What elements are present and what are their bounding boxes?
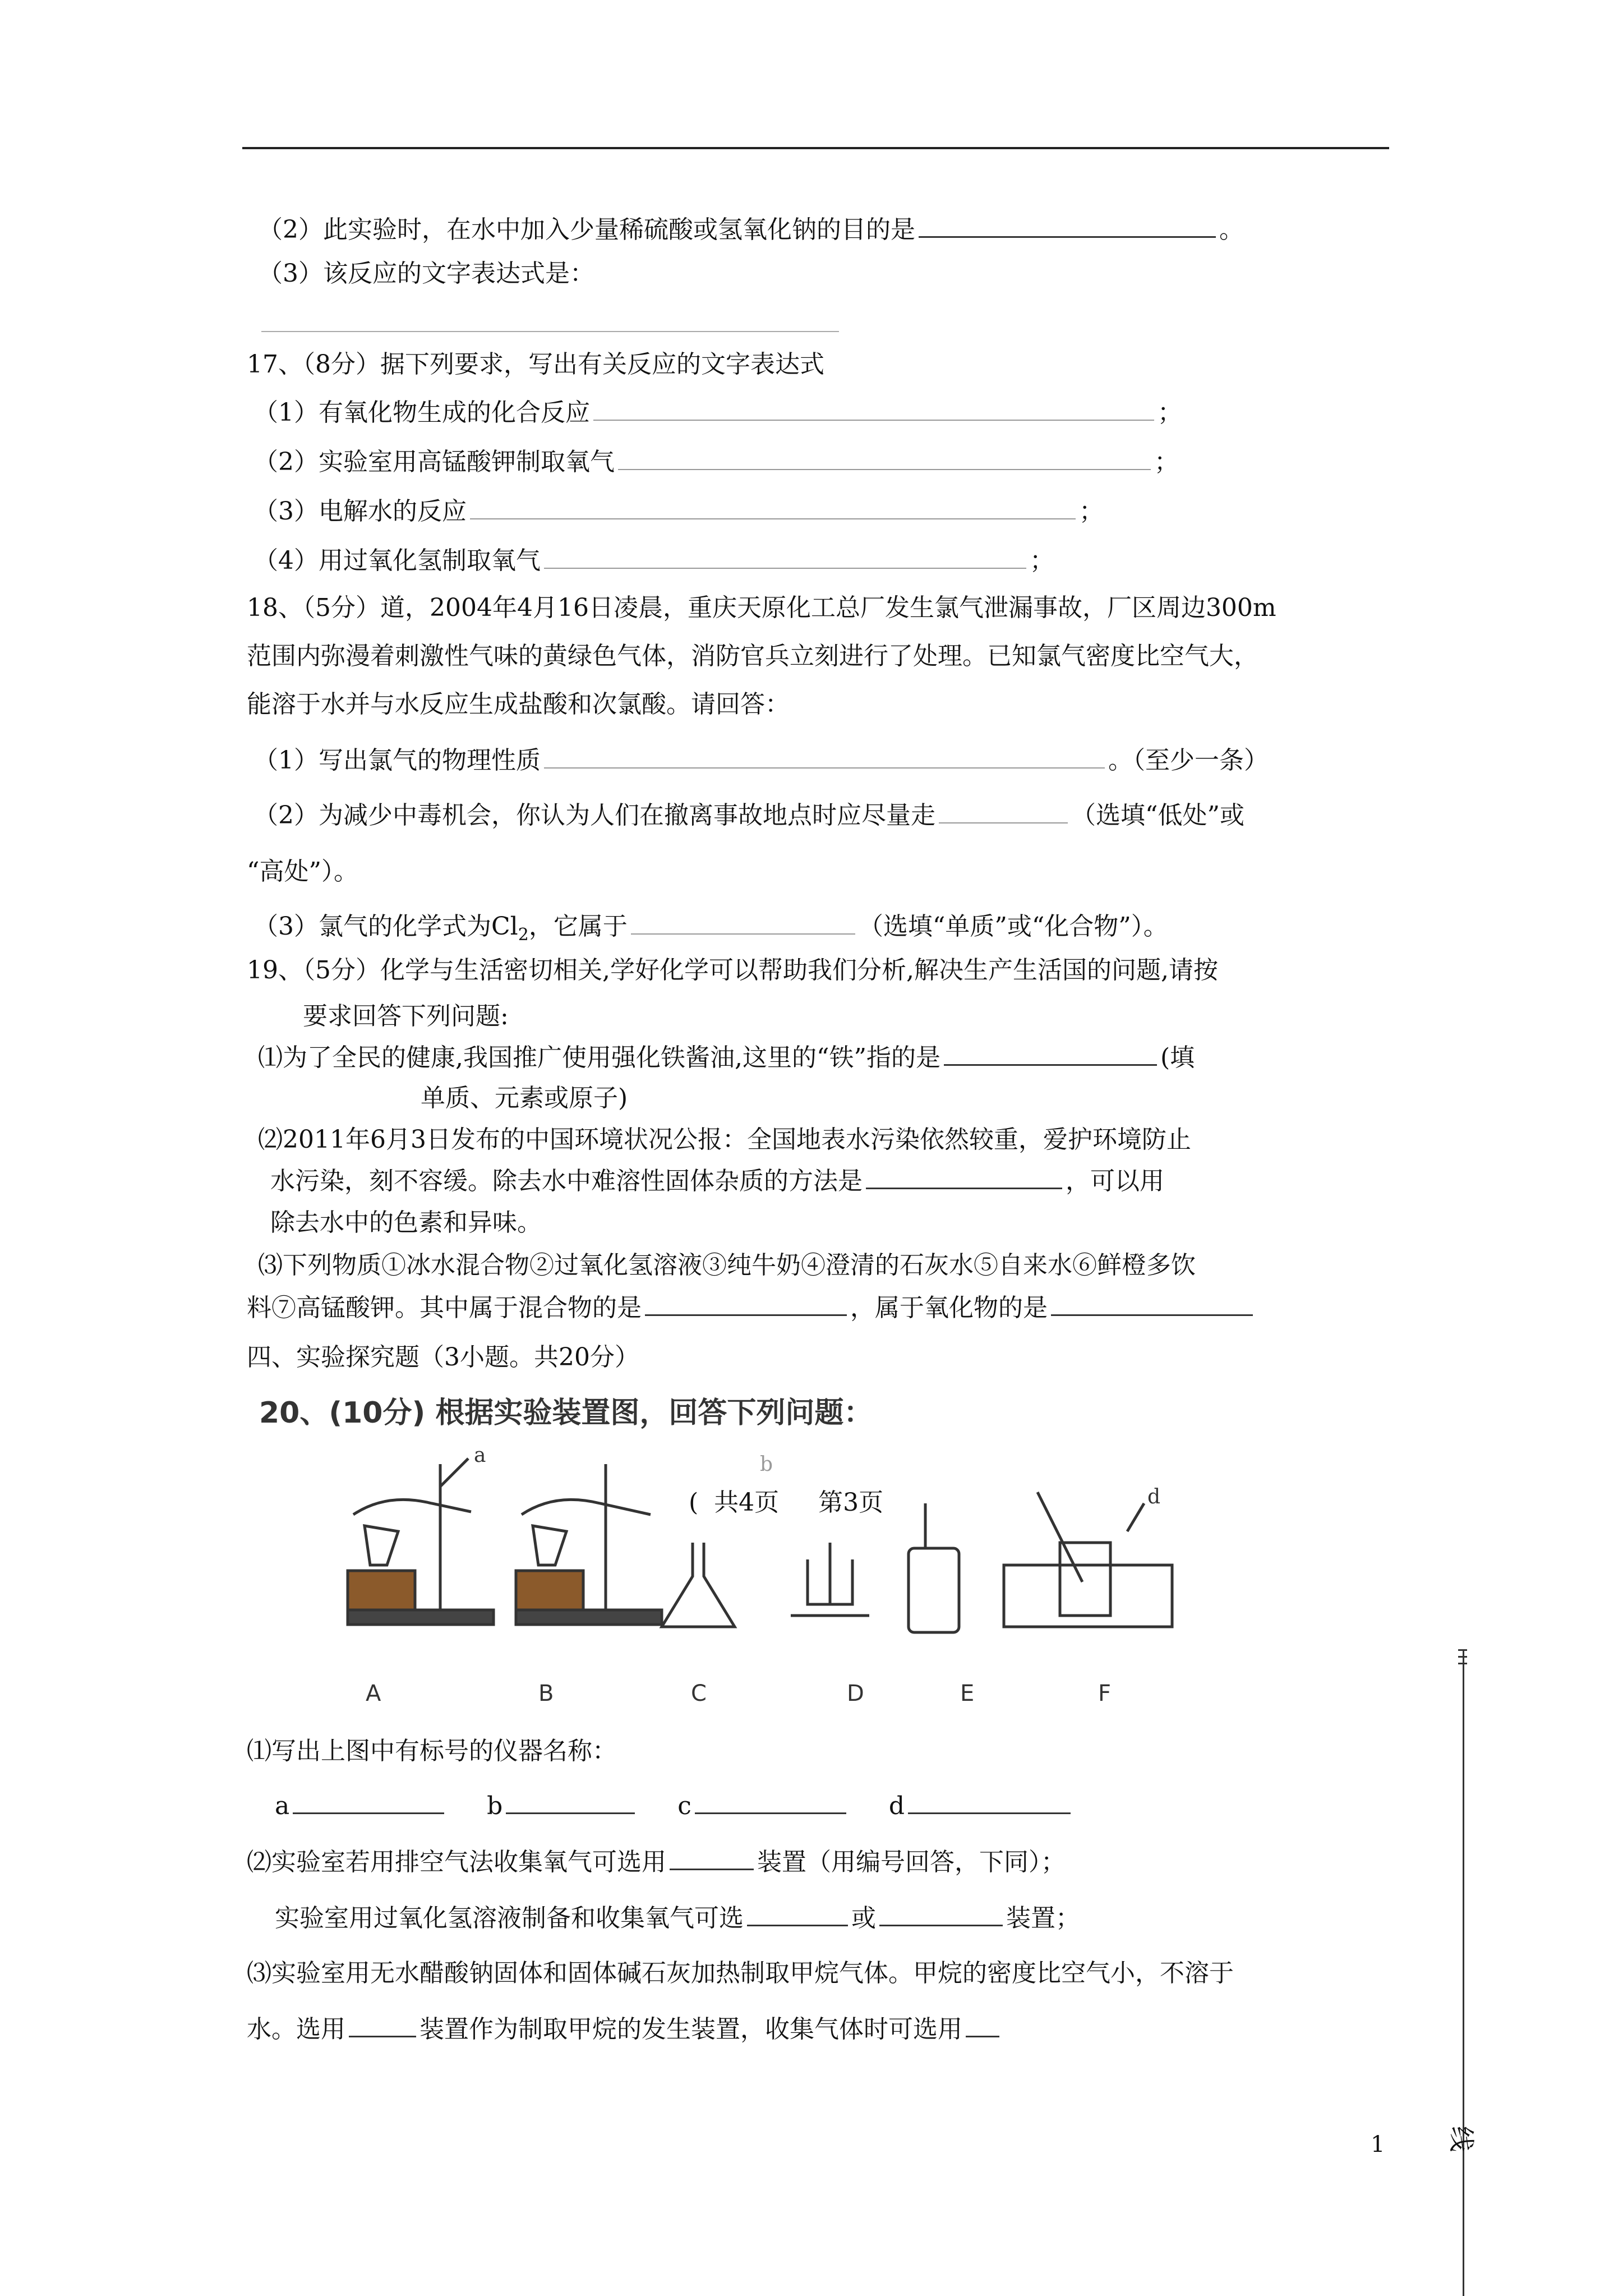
q16-line-3: （3）该反应的文字表达式是： [258,259,594,288]
q19-sub-3: ⑶下列物质①冰水混合物②过氧化氢溶液③纯牛奶④澄清的石灰水⑤自来水⑥鲜橙多饮 [258,1251,1196,1280]
label-e: E [960,1681,975,1706]
bottle-e [909,1548,959,1632]
answer-blank[interactable] [966,2013,999,2037]
q19-sub-3-cont: 料⑦高锰酸钾。其中属于混合物的是 ，属于氧化物的是 [247,1291,1256,1325]
pointer-a [440,1458,468,1487]
label-f: F [1098,1681,1112,1706]
pointer-d [1127,1503,1144,1531]
q18-sub-1: （1）写出氯气的物理性质 。（至少一条） [253,746,1269,775]
answer-blank-c[interactable] [695,1790,846,1814]
stand-base-b [516,1610,662,1625]
q20-sub-2-cont: 实验室用过氧化氢溶液制备和收集氧气可选 或 装置； [275,1902,1080,1935]
answer-blank[interactable] [879,1902,1003,1926]
q17-item-4: （4）用过氧化氢制取氧气 ； [253,546,1054,575]
answer-blank-b[interactable] [506,1790,635,1814]
test-tube-b [522,1499,651,1515]
q20-blanks: a b c d [275,1789,1074,1823]
binding-dash [1458,1663,1467,1664]
test-tube-a [353,1499,471,1515]
answer-blank-a[interactable] [293,1790,444,1814]
q19-sub-2-cont: 水污染，刻不容缓。除去水中难溶性固体杂质的方法是 ，可以用 [270,1165,1164,1198]
q20-title: 20、(10分) 根据实验装置图，回答下列问题： [259,1396,873,1430]
label-d: D [847,1681,864,1706]
answer-blank[interactable] [645,1292,847,1316]
answer-blank[interactable] [544,745,1105,769]
stand-base-a [348,1610,494,1625]
q20-sub-2: ⑵实验室若用排空气法收集氧气可选用 装置（用编号回答，下同）； [247,1846,1066,1879]
answer-blank[interactable] [747,1902,848,1926]
q17-item-2: （2）实验室用高锰酸钾制取氧气 ； [253,448,1179,476]
q19-sub-1: ⑴为了全民的健康,我国推广使用强化铁酱油,这里的“铁”指的是 (填 [258,1041,1195,1075]
mark-d: d [1147,1485,1161,1508]
q20-sub-1: ⑴写出上图中有标号的仪器名称： [247,1737,617,1765]
block-a [348,1571,415,1610]
q19-sub-2-end: 除去水中的色素和异味。 [270,1208,542,1237]
label-c: C [691,1681,707,1706]
binding-dash [1458,1656,1467,1658]
q19-sub-1-cont: 单质、元素或原子) [421,1084,628,1112]
q17-item-1: （1）有氧化物生成的化合反应 ； [253,398,1182,427]
answer-blank[interactable] [939,800,1068,823]
mark-a: a [474,1447,486,1467]
q19-sub-2: ⑵2011年6月3日发布的中国环境状况公报：全国地表水污染依然较重，爱护环境防止 [258,1125,1191,1154]
answer-blank[interactable] [919,214,1216,238]
answer-blank-d[interactable] [908,1790,1071,1814]
trough-f [1004,1565,1172,1627]
q18-para-3: 能溶于水并与水反应生成盐酸和次氯酸。请回答： [247,690,790,719]
binding-char: 线 [1446,2126,1477,2152]
q16-line-2: （2）此实验时，在水中加入少量稀硫酸或氢氧化钠的目的是 。 [258,213,1244,247]
page-stamp: ( 共4页 第3页 [689,1488,884,1517]
label-b: B [538,1681,554,1706]
q18-sub-2: （2）为减少中毒机会，你认为人们在撤离事故地点时应尽量走 （选填“低处”或 [253,801,1244,830]
header-rule [242,147,1389,149]
q20-sub-3-cont: 水。选用 装置作为制取甲烷的发生装置，收集气体时可选用 [247,2013,1003,2046]
label-a: A [366,1681,381,1706]
answer-blank[interactable] [944,1042,1157,1066]
section-4-heading: 四、实验探究题（3小题。共20分） [247,1343,639,1372]
q19-para-2: 要求回答下列问题: [303,1002,509,1030]
mark-b: b [760,1453,773,1476]
q18-sub-3: （3）氯气的化学式为$Cl_2$，它属于 （选填“单质”或“化合物”）。 [253,912,1168,945]
answer-blank[interactable] [544,545,1026,569]
q19-para-1: 19、（5分）化学与生活密切相关,学好化学可以帮助我们分析,解决生产生活国的问题,请按 [247,956,1218,984]
block-b [516,1571,583,1610]
answer-blank[interactable] [593,397,1154,421]
page-number: 1 [1371,2132,1385,2157]
lamp-b [533,1526,566,1565]
answer-blank[interactable] [349,2013,416,2037]
answer-blank[interactable] [631,911,855,935]
binding-line [1463,1649,1464,2296]
answer-blank[interactable] [470,496,1076,519]
q17-title: 17、（8分）据下列要求，写出有关反应的文字表达式 [247,350,824,379]
q18-para-1: 18、（5分）道，2004年4月16日凌晨，重庆天原化工总厂发生氯气泄漏事故，厂区周边300m [247,593,1276,622]
answer-blank[interactable] [1051,1292,1253,1316]
binding-dash [1458,1649,1467,1651]
answer-blank[interactable] [618,447,1151,470]
q20-sub-3: ⑶实验室用无水醋酸钠固体和固体碱石灰加热制取甲烷气体。甲烷的密度比空气小，不溶于 [247,1959,1234,1987]
q18-sub-2-cont: “高处”）。 [247,857,358,886]
answer-line[interactable] [261,331,839,332]
q17-item-3: （3）电解水的反应 ； [253,497,1104,526]
answer-blank[interactable] [866,1165,1062,1189]
lamp-a [365,1526,398,1565]
q18-para-2: 范围内弥漫着刺激性气味的黄绿色气体，消防官兵立刻进行了处理。已知氯气密度比空气大， [247,642,1258,670]
flask-c [662,1543,735,1627]
answer-blank[interactable] [670,1846,754,1870]
